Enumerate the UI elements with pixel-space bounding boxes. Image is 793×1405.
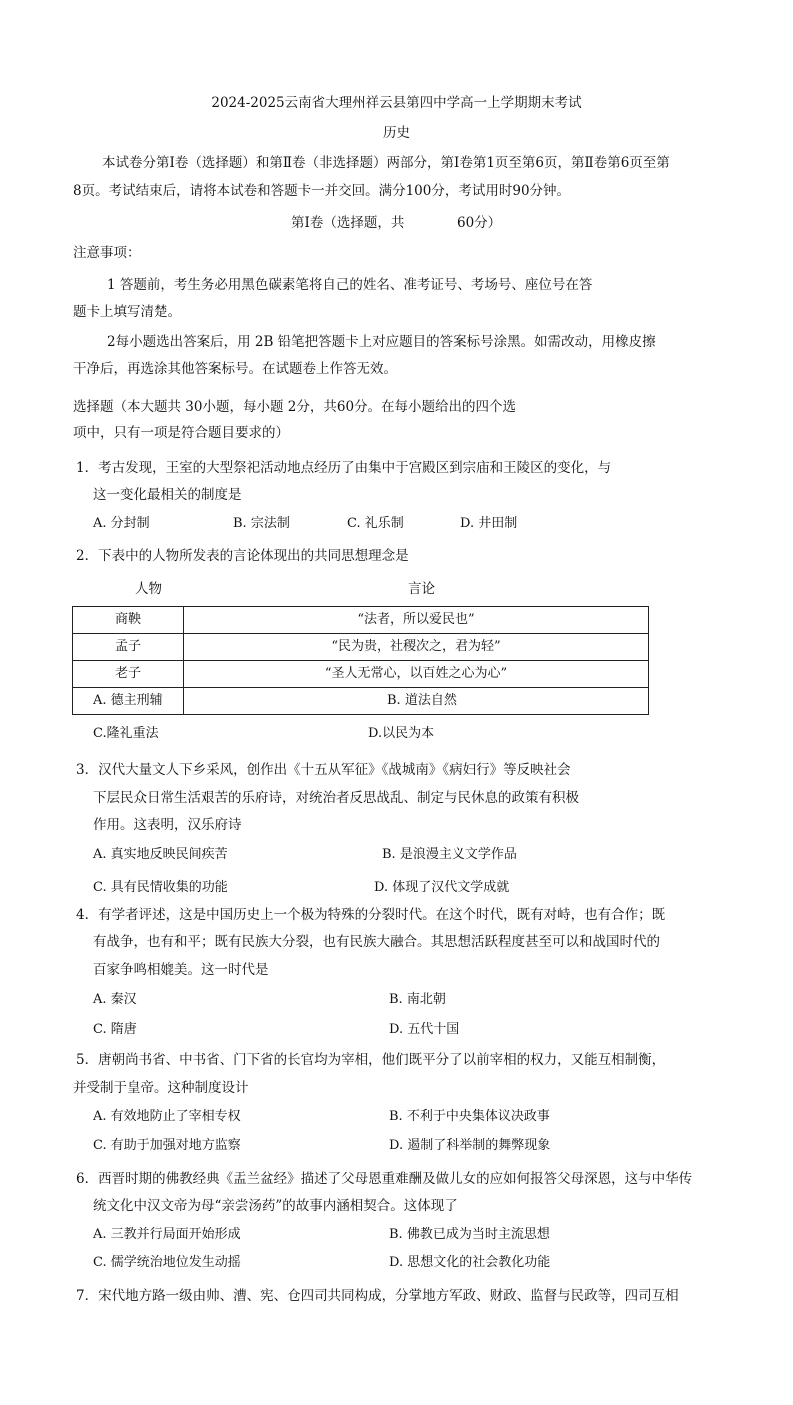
q2-option-b: B. 道法自然 bbox=[184, 688, 649, 715]
q2-person-cell: 孟子 bbox=[73, 634, 184, 661]
note-2-line-2: 干净后，再选涂其他答案标号。在试题卷上作答无效。 bbox=[73, 361, 397, 377]
q1-option-d: D. 井田制 bbox=[460, 516, 518, 531]
q2-stem: 2．下表中的人物所发表的言论体现出的共同思想理念是 bbox=[76, 548, 409, 564]
q2-person-cell: 老子 bbox=[73, 661, 184, 688]
q6-stem-line-2: 统文化中汉文帝为母“亲尝汤药”的故事内涵相契合。这体现了 bbox=[93, 1198, 458, 1214]
q2-quote-cell: “法者，所以爱民也” bbox=[184, 607, 649, 634]
q1-stem-line-1: 1．考古发现，王室的大型祭祀活动地点经历了由集中于宫殿区到宗庙和王陵区的变化，与 bbox=[76, 460, 612, 476]
q2-person-cell: 商鞅 bbox=[73, 607, 184, 634]
q2-quote-cell: “圣人无常心，以百姓之心为心” bbox=[184, 661, 649, 688]
q6-option-d: D. 思想文化的社会教化功能 bbox=[389, 1255, 551, 1270]
q5-option-b: B. 不利于中央集体议决政事 bbox=[389, 1109, 550, 1124]
q6-option-b: B. 佛教已成为当时主流思想 bbox=[389, 1227, 550, 1242]
q3-option-d: D. 体现了汉代文学成就 bbox=[374, 880, 510, 895]
q3-stem-line-2: 下层民众日常生活艰苦的乐府诗，对统治者反思战乱、制定与民休息的政策有积极 bbox=[93, 790, 579, 806]
q4-stem-line-2: 有战争，也有和平；既有民族大分裂，也有民族大融合。其思想活跃程度甚至可以和战国时代的 bbox=[93, 934, 660, 950]
q4-option-c: C. 隋唐 bbox=[93, 1022, 137, 1037]
q4-stem-line-1: 4．有学者评述，这是中国历史上一个极为特殊的分裂时代。在这个时代，既有对峙，也有合作；既 bbox=[76, 907, 666, 923]
choice-intro-line-1: 选择题（本大题共 30小题，每小题 2分，共60分。在每小题给出的四个选 bbox=[73, 399, 517, 415]
q3-option-b: B. 是浪漫主义文学作品 bbox=[382, 847, 517, 862]
q1-option-a: A. 分封制 bbox=[93, 516, 150, 531]
intro-line-1: 本试卷分第Ⅰ卷（选择题）和第Ⅱ卷（非选择题）两部分，第Ⅰ卷第1页至第6页，第Ⅱ卷第6页至第 bbox=[102, 155, 670, 171]
q4-option-b: B. 南北朝 bbox=[389, 992, 446, 1007]
q1-option-c: C. 礼乐制 bbox=[347, 516, 404, 531]
q2-col-quote: 言论 bbox=[408, 581, 435, 597]
q2-col-person: 人物 bbox=[135, 581, 162, 597]
q7-stem-line-1: 7．宋代地方路一级由帅、漕、宪、仓四司共同构成，分掌地方军政、财政、监督与民政等，四司互相 bbox=[76, 1288, 679, 1304]
section1-heading-a: 第Ⅰ卷（选择题，共 bbox=[291, 215, 405, 231]
table-row bbox=[73, 634, 649, 661]
q2-option-d: D.以民为本 bbox=[368, 726, 435, 741]
q4-option-d: D. 五代十国 bbox=[389, 1022, 460, 1037]
q3-stem-line-3: 作用。这表明，汉乐府诗 bbox=[93, 817, 242, 833]
q2-quote-cell: “民为贵，社稷次之，君为轻” bbox=[184, 634, 649, 661]
exam-title: 2024-2025云南省大理州祥云县第四中学高一上学期期末考试 bbox=[211, 95, 582, 111]
note-2-line-1: 2每小题选出答案后，用 2B 铅笔把答题卡上对应题目的答案标号涂黑。如需改动，用橡皮擦 bbox=[107, 334, 656, 350]
note-1-line-2: 题卡上填写清楚。 bbox=[73, 304, 181, 320]
q3-option-c: C. 具有民情收集的功能 bbox=[93, 880, 228, 895]
q3-stem-line-1: 3．汉代大量文人下乡采风，创作出《十五从军征》《战城南》《病妇行》等反映社会 bbox=[76, 762, 571, 778]
q5-option-c: C. 有助于加强对地方监察 bbox=[93, 1138, 241, 1153]
note-1-line-1: 1 答题前，考生务必用黑色碳素笔将自己的姓名、准考证号、考场号、座位号在答 bbox=[107, 277, 593, 293]
q3-option-a: A. 真实地反映民间疾苦 bbox=[93, 847, 228, 862]
q2-table bbox=[72, 606, 649, 715]
q5-stem-line-1: 5．唐朝尚书省、中书省、门下省的长官均为宰相，他们既平分了以前宰相的权力，又能互相制衡， bbox=[76, 1052, 666, 1068]
q4-stem-line-3: 百家争鸣相媲美。这一时代是 bbox=[93, 962, 269, 978]
q6-stem-line-1: 6．西晋时期的佛教经典《盂兰盆经》描述了父母恩重难酬及做儿女的应如何报答父母深恩，这与中华传 bbox=[76, 1171, 693, 1187]
table-row bbox=[73, 661, 649, 688]
q1-stem-line-2: 这一变化最相关的制度是 bbox=[93, 487, 242, 503]
choice-intro-line-2: 项中，只有一项是符合题目要求的） bbox=[73, 425, 289, 441]
q5-option-d: D. 遏制了科举制的舞弊现象 bbox=[389, 1138, 551, 1153]
q2-option-a: A. 德主刑辅 bbox=[73, 688, 184, 715]
notes-title: 注意事项： bbox=[73, 245, 141, 261]
q2-option-c: C.隆礼重法 bbox=[93, 726, 159, 741]
section1-heading-b: 60分） bbox=[457, 215, 502, 231]
table-row bbox=[73, 688, 649, 715]
q5-stem-line-2: 并受制于皇帝。这种制度设计 bbox=[73, 1080, 249, 1096]
q5-option-a: A. 有效地防止了宰相专权 bbox=[93, 1109, 241, 1124]
q6-option-c: C. 儒学统治地位发生动摇 bbox=[93, 1255, 241, 1270]
q6-option-a: A. 三教并行局面开始形成 bbox=[93, 1227, 241, 1242]
table-row bbox=[73, 607, 649, 634]
q1-option-b: B. 宗法制 bbox=[233, 516, 290, 531]
q4-option-a: A. 秦汉 bbox=[93, 992, 137, 1007]
intro-line-2: 8页。考试结束后，请将本试卷和答题卡一并交回。满分100分，考试用时90分钟。 bbox=[73, 183, 571, 199]
subject-title: 历史 bbox=[383, 125, 410, 141]
